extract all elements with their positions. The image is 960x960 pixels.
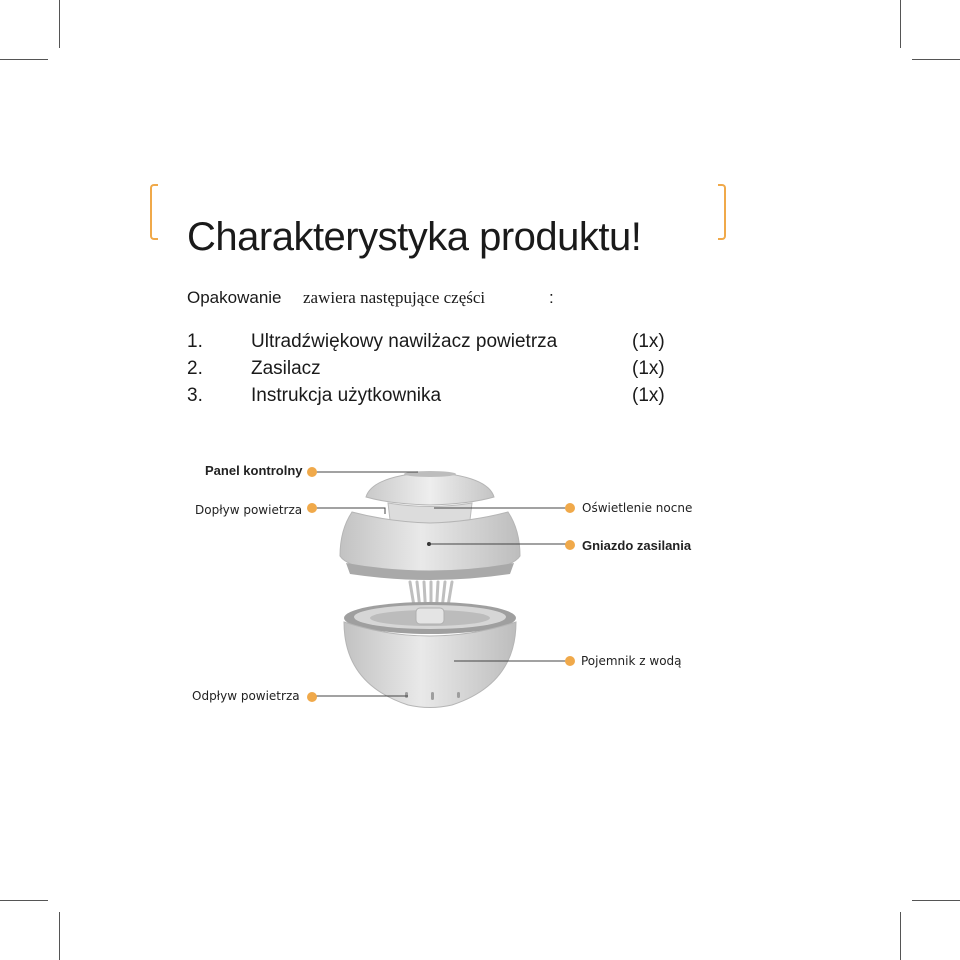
water-container: [344, 602, 516, 708]
control-panel-cap: [366, 471, 494, 524]
item-name: Instrukcja użytkownika: [251, 385, 442, 406]
page-title: Charakterystyka produktu!: [187, 214, 642, 259]
intro-word: Opakowanie: [187, 288, 282, 307]
item-number: 2.: [187, 358, 203, 379]
item-name: Ultradźwiękowy nawilżacz powietrza: [251, 331, 558, 352]
label-air-inflow: Dopływ powietrza: [195, 503, 303, 517]
item-quantity: (1x): [632, 331, 665, 352]
item-name: Zasilacz: [251, 358, 321, 379]
label-water-container: Pojemnik z wodą: [581, 654, 682, 668]
item-quantity: (1x): [632, 358, 665, 379]
intro-text: zawiera następujące części: [303, 288, 486, 307]
label-control-panel: Panel kontrolny: [205, 463, 303, 478]
item-number: 1.: [187, 331, 203, 352]
item-number: 3.: [187, 385, 203, 406]
label-power-socket: Gniazdo zasilania: [582, 538, 692, 553]
intro-colon: :: [549, 288, 554, 307]
label-night-light: Oświetlenie nocne: [582, 501, 693, 515]
label-air-outflow: Odpływ powietrza: [192, 689, 300, 703]
item-quantity: (1x): [632, 385, 665, 406]
